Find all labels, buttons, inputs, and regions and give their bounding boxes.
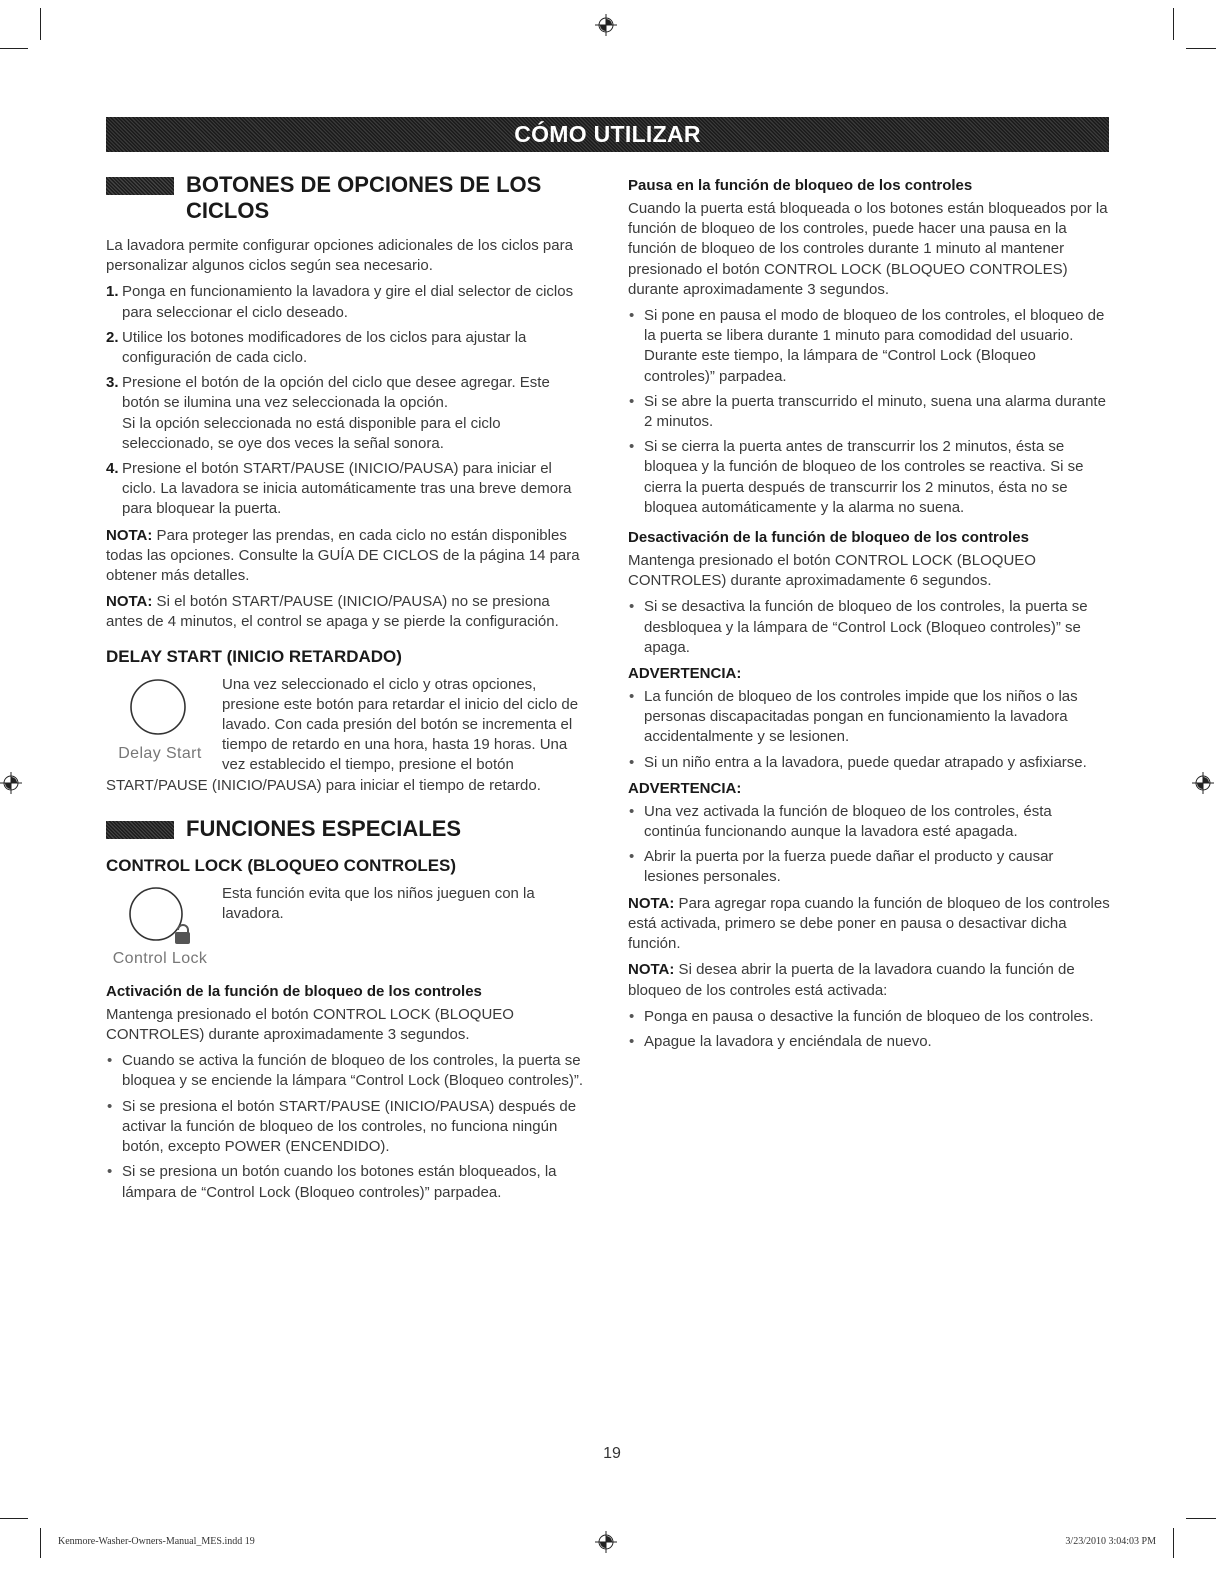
list-item: • La función de bloqueo de los controles impide que los niños o las personas discapacitadas pongan en funcionamiento la lavadora accidentalmente y se lesionen. <box>628 687 1110 748</box>
delay-start-figure <box>106 675 216 771</box>
note-bullets <box>628 1007 1110 1052</box>
step-number: 4. <box>106 460 119 478</box>
pause-bullets <box>628 306 1110 518</box>
steps-list <box>106 282 588 519</box>
registration-mark-icon <box>0 772 22 794</box>
heading-special-functions-text: FUNCIONES ESPECIALES <box>186 815 462 841</box>
crop-mark <box>1173 8 1174 40</box>
heading-warning: ADVERTENCIA: <box>628 665 742 683</box>
step-text-extra: Si la opción seleccionada no está disponible para el ciclo seleccionado, se oye dos veces la señal sonora. <box>122 414 501 452</box>
note-paragraph <box>628 960 1110 1000</box>
step-number: 3. <box>106 374 119 392</box>
list-item: • Cuando se activa la función de bloqueo de los controles, la puerta se bloquea y se enciende la lámpara “Control Lock (Bloqueo controles)”. <box>106 1051 588 1091</box>
banner-title: CÓMO UTILIZAR <box>514 121 701 147</box>
heading-pause: Pausa en la función de bloqueo de los controles <box>628 177 973 194</box>
right-column <box>628 176 1110 1058</box>
step-number: 1. <box>106 283 119 301</box>
control-lock-text: Esta función evita que los niños jueguen con la lavadora. <box>222 884 535 923</box>
heading-bar <box>106 821 174 839</box>
heading-delay-start: DELAY START (INICIO RETARDADO) <box>106 646 402 666</box>
note-text: Si desea abrir la puerta de la lavadora cuando la función de bloqueo de los controles está activada: <box>628 961 1075 999</box>
heading-warning: ADVERTENCIA: <box>628 779 742 797</box>
list-item: • Si se abre la puerta transcurrido el minuto, suena una alarma durante 2 minutos. <box>628 392 1110 432</box>
list-item: • Si se cierra la puerta antes de transcurrir los 2 minutos, ésta se bloquea y la función de bloqueo de los controles se reactiva. Si se cierra la puerta después de transcurrir los 2 minutos, ésta no se bloquea automáticamente y la alarma no suena. <box>628 437 1110 518</box>
note-paragraph <box>106 526 588 587</box>
control-lock-label: Control Lock <box>112 949 208 967</box>
list-item: • Apague la lavadora y enciéndala de nuevo. <box>628 1032 1110 1052</box>
left-column <box>106 172 588 1209</box>
note-text: Para proteger las prendas, en cada ciclo no están disponibles todas las opciones. Consulte la GUÍA DE CICLOS de la página 14 para obtener más detalles. <box>106 526 580 585</box>
note-text: Para agregar ropa cuando la función de bloqueo de los controles está activada, primero se debe poner en pausa o desactivar dicha función. <box>628 894 1110 953</box>
heading-deactivation: Desactivación de la función de bloqueo de los controles <box>628 529 1029 547</box>
list-item <box>106 459 588 520</box>
control-lock-block <box>106 884 588 972</box>
list-item: • Si pone en pausa el modo de bloqueo de los controles, el bloqueo de la puerta se libera durante 1 minuto para comodidad del usuario. Durante este tiempo, la lámpara de “Control Lock (Bloqueo controles)” parpadea. <box>628 306 1110 387</box>
step-text: Ponga en funcionamiento la lavadora y gire el dial selector de ciclos para seleccionar el ciclo deseado. <box>122 283 574 321</box>
heading-special-functions <box>106 816 588 842</box>
note-text: Si el botón START/PAUSE (INICIO/PAUSA) no se presiona antes de 4 minutos, el control se apaga y se pierde la configuración. <box>106 593 559 631</box>
note-paragraph <box>628 894 1110 955</box>
note-label: NOTA: <box>106 526 153 544</box>
list-item: • Abrir la puerta por la fuerza puede dañar el producto y causar lesiones personales. <box>628 847 1110 887</box>
note-label: NOTA: <box>628 961 675 979</box>
crop-mark <box>1186 48 1216 49</box>
step-text: Presione el botón de la opción del ciclo que desee agregar. Este botón se ilumina una vez seleccionada la opción. <box>122 374 550 412</box>
pause-text: Cuando la puerta está bloqueada o los botones están bloqueados por la función de bloqueo de los controles, puede hacer una pausa en la función de bloqueo de los controles durante 1 minuto al mantener presionado el botón CONTROL LOCK (BLOQUEO CONTROLES) durante aproximadamente 3 segundos. <box>628 200 1108 298</box>
step-number: 2. <box>106 328 119 346</box>
list-item: • Si se presiona un botón cuando los botones están bloqueados, la lámpara de “Control Lock (Bloqueo controles)” parpadea. <box>106 1162 588 1202</box>
delay-start-label: Delay Start <box>118 744 202 762</box>
step-text: Utilice los botones modificadores de los ciclos para ajustar la configuración de cada ciclo. <box>122 328 527 367</box>
delay-start-block <box>106 675 588 796</box>
footer-filename: Kenmore-Washer-Owners-Manual_MES.indd 19 <box>58 1536 255 1547</box>
control-lock-figure <box>106 884 216 980</box>
activation-bullets <box>106 1051 588 1202</box>
registration-mark-icon <box>1192 772 1214 794</box>
heading-cycle-options-text: BOTONES DE OPCIONES DE LOS CICLOS <box>186 172 542 223</box>
control-lock-button-icon <box>128 886 192 946</box>
list-item: • Ponga en pausa o desactive la función de bloqueo de los controles. <box>628 1007 1110 1027</box>
list-item: • Una vez activada la función de bloqueo de los controles, ésta continúa funcionando aunque la lavadora esté apagada. <box>628 802 1110 842</box>
heading-activation: Activación de la función de bloqueo de los controles <box>106 982 482 1000</box>
warning-bullets <box>628 802 1110 888</box>
heading-control-lock: CONTROL LOCK (BLOQUEO CONTROLES) <box>106 855 457 875</box>
list-item: • Si se presiona el botón START/PAUSE (INICIO/PAUSA) después de activar la función de bloqueo de los controles, no funciona ningún botón, excepto POWER (ENCENDIDO). <box>106 1097 588 1158</box>
crop-mark <box>0 1518 28 1519</box>
crop-mark <box>1173 1528 1174 1558</box>
deactivation-bullets <box>628 597 1110 658</box>
crop-mark <box>40 8 41 40</box>
list-item <box>106 373 588 454</box>
heading-bar <box>106 177 174 195</box>
footer-timestamp: 3/23/2010 3:04:03 PM <box>1065 1536 1156 1547</box>
delay-start-text: Una vez seleccionado el ciclo y otras opciones, presione este botón para retardar el inicio del ciclo de lavado. Con cada presión del botón se incrementa el tiempo de retardo en una hora, hasta 19 horas. Una vez establecido el tiempo, presione el botón START/PAUSE (INICIO/PAUSA) para iniciar el tiempo de retardo. <box>106 675 579 794</box>
intro-paragraph: La lavadora permite configurar opciones adicionales de los ciclos para personalizar algunos ciclos según sea necesario. <box>106 237 573 275</box>
note-label: NOTA: <box>106 593 153 611</box>
registration-mark-icon <box>595 1531 617 1553</box>
list-item: • Si se desactiva la función de bloqueo de los controles, la puerta se desbloquea y la lámpara de “Control Lock (Bloqueo controles)” se apaga. <box>628 597 1110 658</box>
heading-cycle-options <box>106 172 588 224</box>
list-item <box>106 282 588 322</box>
warning-bullets <box>628 687 1110 773</box>
list-item: • Si un niño entra a la lavadora, puede quedar atrapado y asfixiarse. <box>628 753 1110 773</box>
list-item <box>106 328 588 368</box>
crop-mark <box>0 48 28 49</box>
crop-mark <box>1186 1518 1216 1519</box>
note-label: NOTA: <box>628 894 675 912</box>
note-paragraph <box>106 592 588 632</box>
activation-text: Mantenga presionado el botón CONTROL LOCK (BLOQUEO CONTROLES) durante aproximadamente 3 segundos. <box>106 1005 514 1044</box>
section-banner <box>106 117 1109 152</box>
page-number: 19 <box>603 1445 621 1462</box>
delay-start-button-icon <box>128 677 188 737</box>
crop-mark <box>40 1528 41 1558</box>
step-text: Presione el botón START/PAUSE (INICIO/PAUSA) para iniciar el ciclo. La lavadora se inicia automáticamente tras una breve demora para bloquear la puerta. <box>122 460 572 518</box>
registration-mark-icon <box>595 14 617 36</box>
deactivation-text: Mantenga presionado el botón CONTROL LOCK (BLOQUEO CONTROLES) durante aproximadamente 6 segundos. <box>628 552 1036 590</box>
